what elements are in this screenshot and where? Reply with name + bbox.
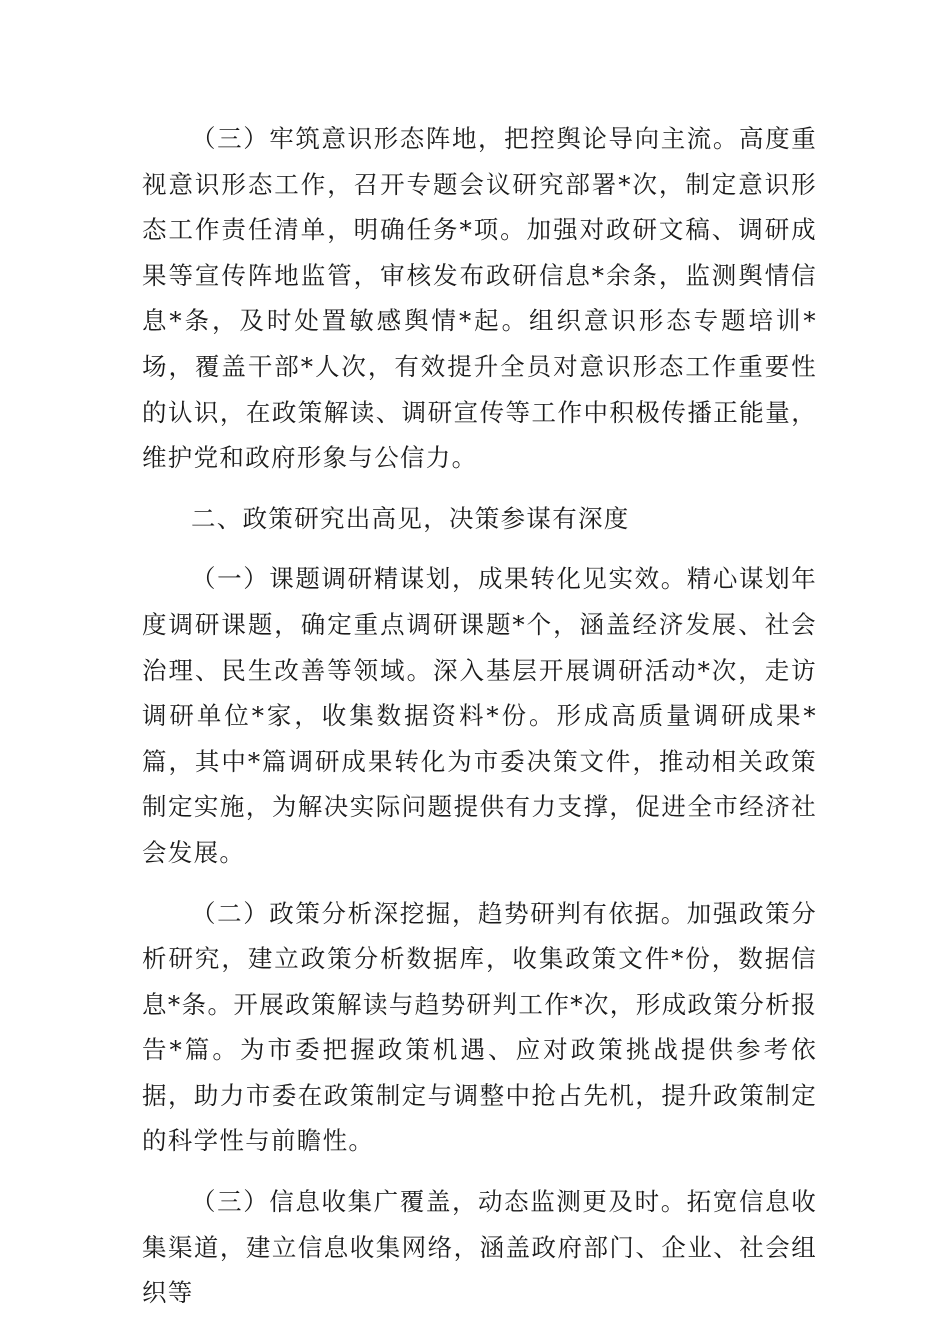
document-body (142, 116, 817, 1331)
paragraph-policy-analysis: （二）政策分析深挖掘，趋势研判有依据。加强政策分析研究，建立政策分析数据库，收集政策文件*份，数据信息*条。开展政策解读与趋势研判工作*次，形成政策分析报告*篇。为市委把握政策机遇、应对政策挑战提供参考依据，助力市委在政策制定与调整中抢占先机，提升政策制定的科学性与前瞻性。 (142, 898, 817, 1156)
section-heading-policy-research: 二、政策研究出高见，决策参谋有深度 (191, 503, 630, 533)
paragraph-information-collection: （三）信息收集广覆盖，动态监测更及时。拓宽信息收集渠道，建立信息收集网络，涵盖政府部门、企业、社会组织等 (142, 1187, 817, 1308)
paragraph-ideology-position: （三）牢筑意识形态阵地，把控舆论导向主流。高度重视意识形态工作，召开专题会议研究部署*次，制定意识形态工作责任清单，明确任务*项。加强对政研文稿、调研成果等宣传阵地监管，审核发布政研信息*余条，监测舆情信息*条，及时处置敏感舆情*起。组织意识形态专题培训*场，覆盖干部*人次，有效提升全员对意识形态工作重要性的认识，在政策解读、调研宣传等工作中积极传播正能量，维护党和政府形象与公信力。 (142, 124, 817, 473)
paragraph-topic-research: （一）课题调研精谋划，成果转化见实效。精心谋划年度调研课题，确定重点调研课题*个，涵盖经济发展、社会治理、民生改善等领域。深入基层开展调研活动*次，走访调研单位*家，收集数据资料*份。形成高质量调研成果*篇，其中*篇调研成果转化为市委决策文件，推动相关政策制定实施，为解决实际问题提供有力支撑，促进全市经济社会发展。 (142, 564, 817, 867)
